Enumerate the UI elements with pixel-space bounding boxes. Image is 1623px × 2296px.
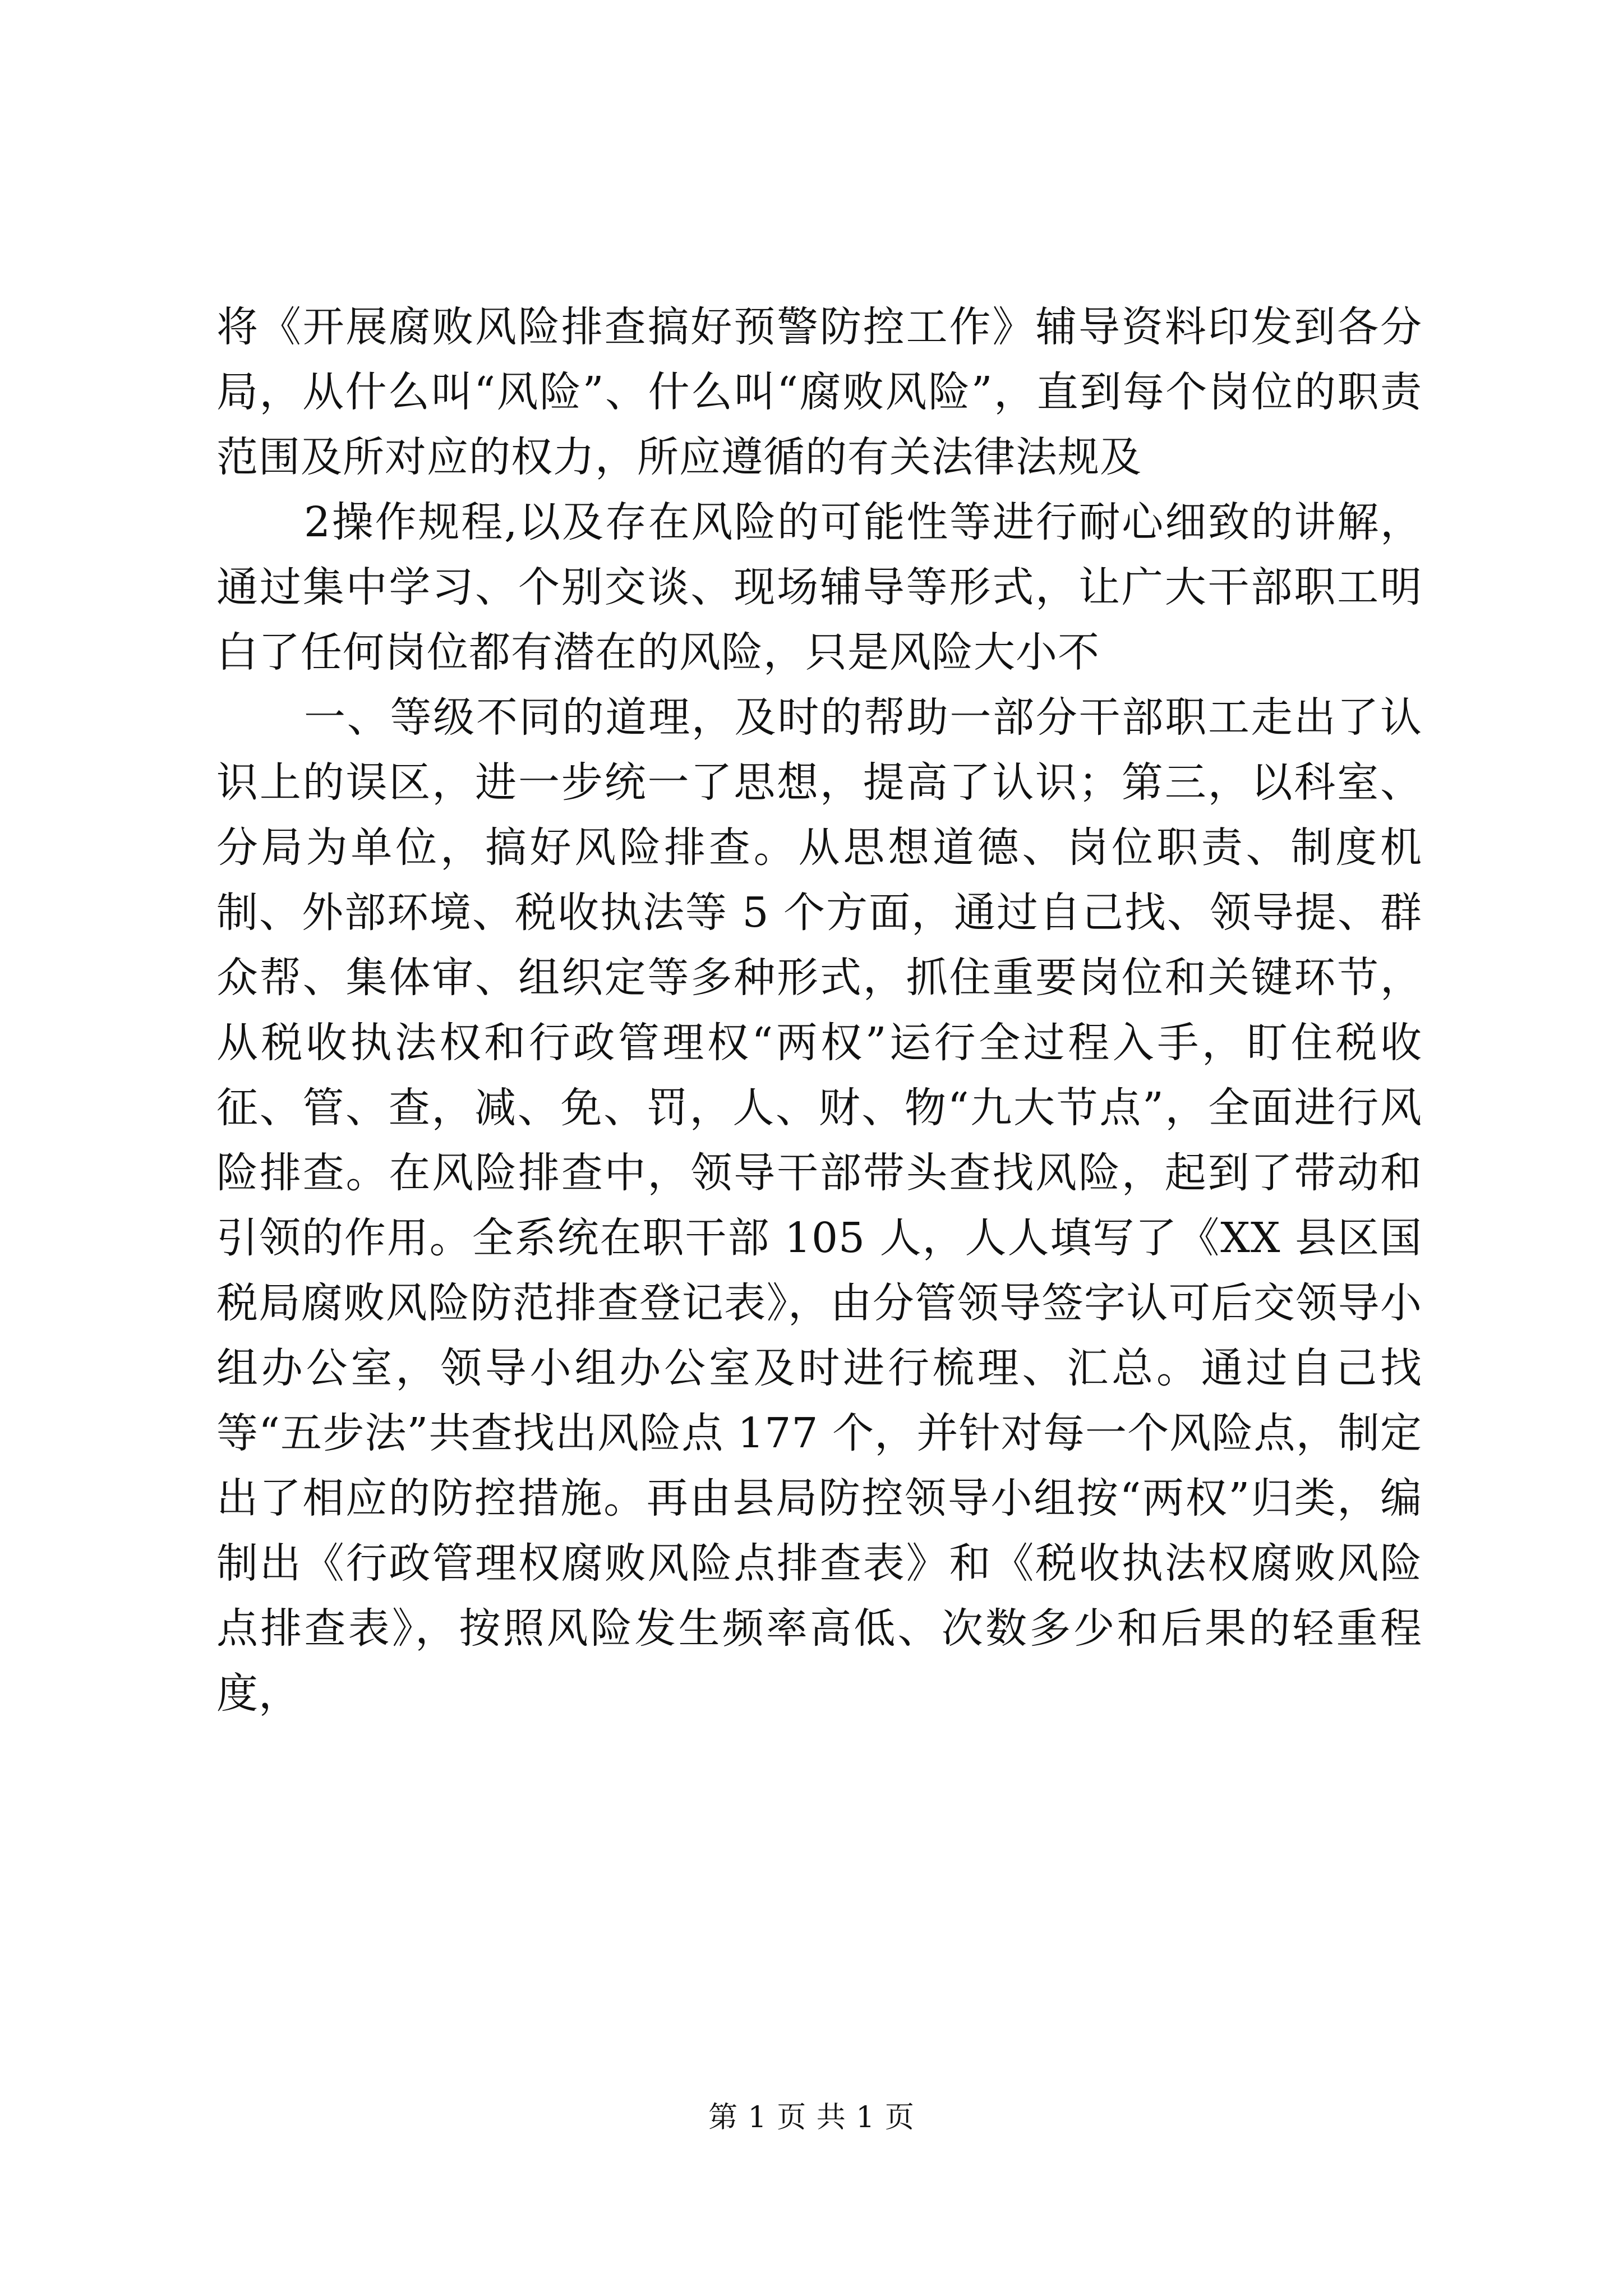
page-footer: 第 1 页 共 1 页 [708, 2101, 915, 2134]
paragraph-1: 将《开展腐败风险排查搞好预警防控工作》辅导资料印发到各分局，从什么叫“风险”、什么叫“腐败风险”，直到每个岗位的职责范围及所对应的权力，所应遵循的有关法律法规及 [216, 303, 1422, 481]
paragraph-3: 一、等级不同的道理，及时的帮助一部分干部职工走出了认识上的误区，进一步统一了思想，提高了认识；第三，以科室、分局为单位，搞好风险排查。从思想道德、岗位职责、制度机制、外部环境、税收执法等 5 个方面，通过自己找、领导提、群众帮、集体审、组织定等多种形式，抓住重要岗位和关键环节，从税收执法权和行政管理权“两权”运行全过程入手，盯住税收征、管、查，减、免、罚，人、财、物“九大节点”，全面进行风险排查。在风险排查中，领导干部带头查找风险，起到了带动和引领的作用。全系统在职干部 105 人，人人填写了《XX 县区国税局腐败风险防范排查登记表》，由分管领导签字认可后交领导小组办公室，领导小组办公室及时进行梳理、汇总。通过自己找等“五步法”共查找出风险点 177 个，并针对每一个风险点，制定出了相应的防控措施。再由县局防控领导小组按“两权”归类，编制出《行政管理权腐败风险点排查表》和《税收执法权腐败风险点排查表》，按照风险发生频率高低、次数多少和后果的轻重程度， [216, 693, 1422, 1718]
document-body [216, 295, 1422, 1726]
paragraph-2: 2操作规程,以及存在风险的可能性等进行耐心细致的讲解，通过集中学习、个别交谈、现场辅导等形式，让广大干部职工明白了任何岗位都有潜在的风险，只是风险大小不 [216, 498, 1422, 677]
